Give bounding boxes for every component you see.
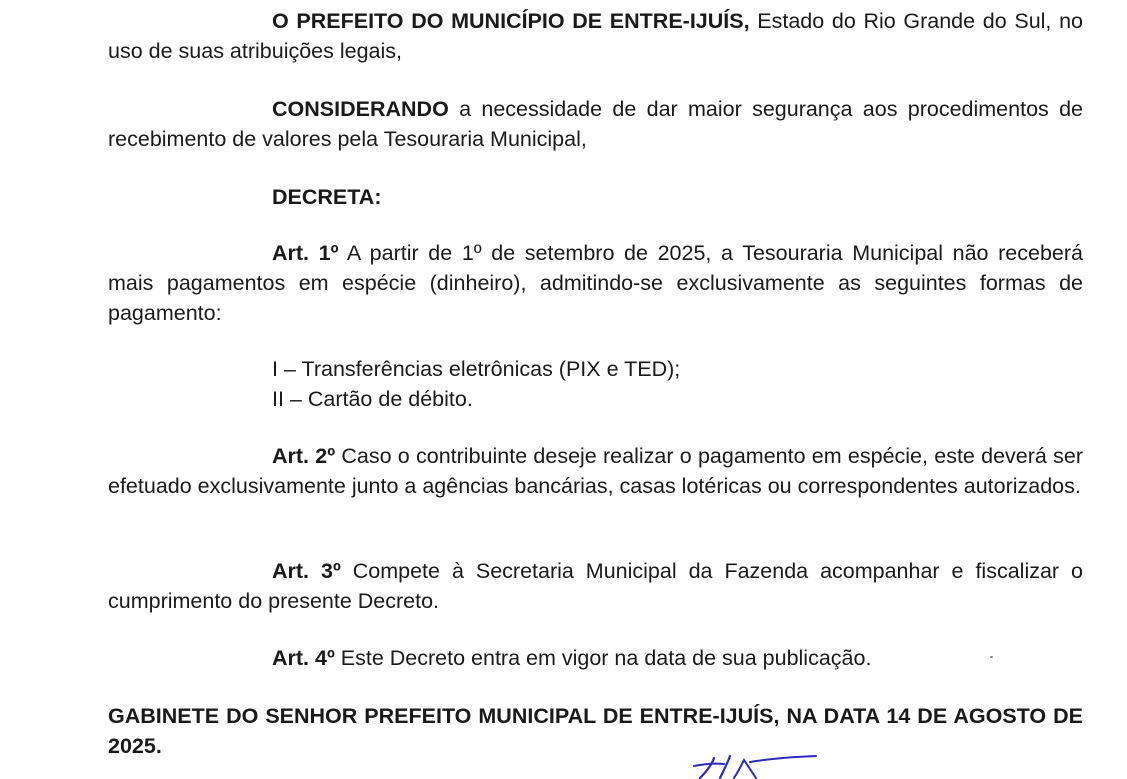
considerando-text: a necessidade de dar maior segurança aos procedimentos de recebimento de valores pela Tesouraria Municipal, (108, 97, 1083, 151)
art3-lead: Art. 3º (272, 559, 341, 583)
intro-lead: O PREFEITO DO MUNICÍPIO DE ENTRE-IJUÍS, (272, 9, 750, 33)
art3-text: Compete à Secretaria Municipal da Fazenda acompanhar e fiscalizar o cumprimento do presente Decreto. (108, 559, 1083, 613)
art2-paragraph (108, 441, 1083, 501)
art1-lead: Art. 1º (272, 241, 339, 265)
considerando-paragraph (108, 94, 1083, 154)
art3-paragraph (108, 556, 1083, 616)
intro-text: Estado do Rio Grande do Sul, no uso de suas atribuições legais, (108, 9, 1083, 63)
list-item: II – Cartão de débito. (272, 387, 473, 411)
art4-text: Este Decreto entra em vigor na data de sua publicação. (334, 646, 872, 670)
payment-methods-list (272, 354, 680, 414)
art1-text: A partir de 1º de setembro de 2025, a Tesouraria Municipal não receberá mais pagamentos em espécie (dinheiro), admitindo-se exclusivamente as seguintes formas de pagamento: (108, 241, 1083, 325)
art4-paragraph (108, 643, 1083, 673)
signature-icon (690, 752, 820, 779)
art2-lead: Art. 2º (272, 444, 336, 468)
ink-speck (990, 656, 993, 658)
art4-lead: Art. 4º (272, 646, 335, 670)
considerando-lead: CONSIDERANDO (272, 97, 449, 121)
decreta-heading: DECRETA: (272, 185, 382, 209)
art2-text: Caso o contribuinte deseje realizar o pagamento em espécie, este deverá ser efetuado exclusivamente junto a agências bancárias, casas lotéricas ou correspondentes autorizados. (108, 444, 1083, 498)
intro-paragraph (108, 6, 1083, 66)
art1-paragraph (108, 238, 1083, 328)
list-item: I – Transferências eletrônicas (PIX e TED); (272, 357, 681, 381)
gabinete-closing: GABINETE DO SENHOR PREFEITO MUNICIPAL DE ENTRE-IJUÍS, NA DATA 14 DE AGOSTO DE 2025. (108, 704, 1083, 758)
